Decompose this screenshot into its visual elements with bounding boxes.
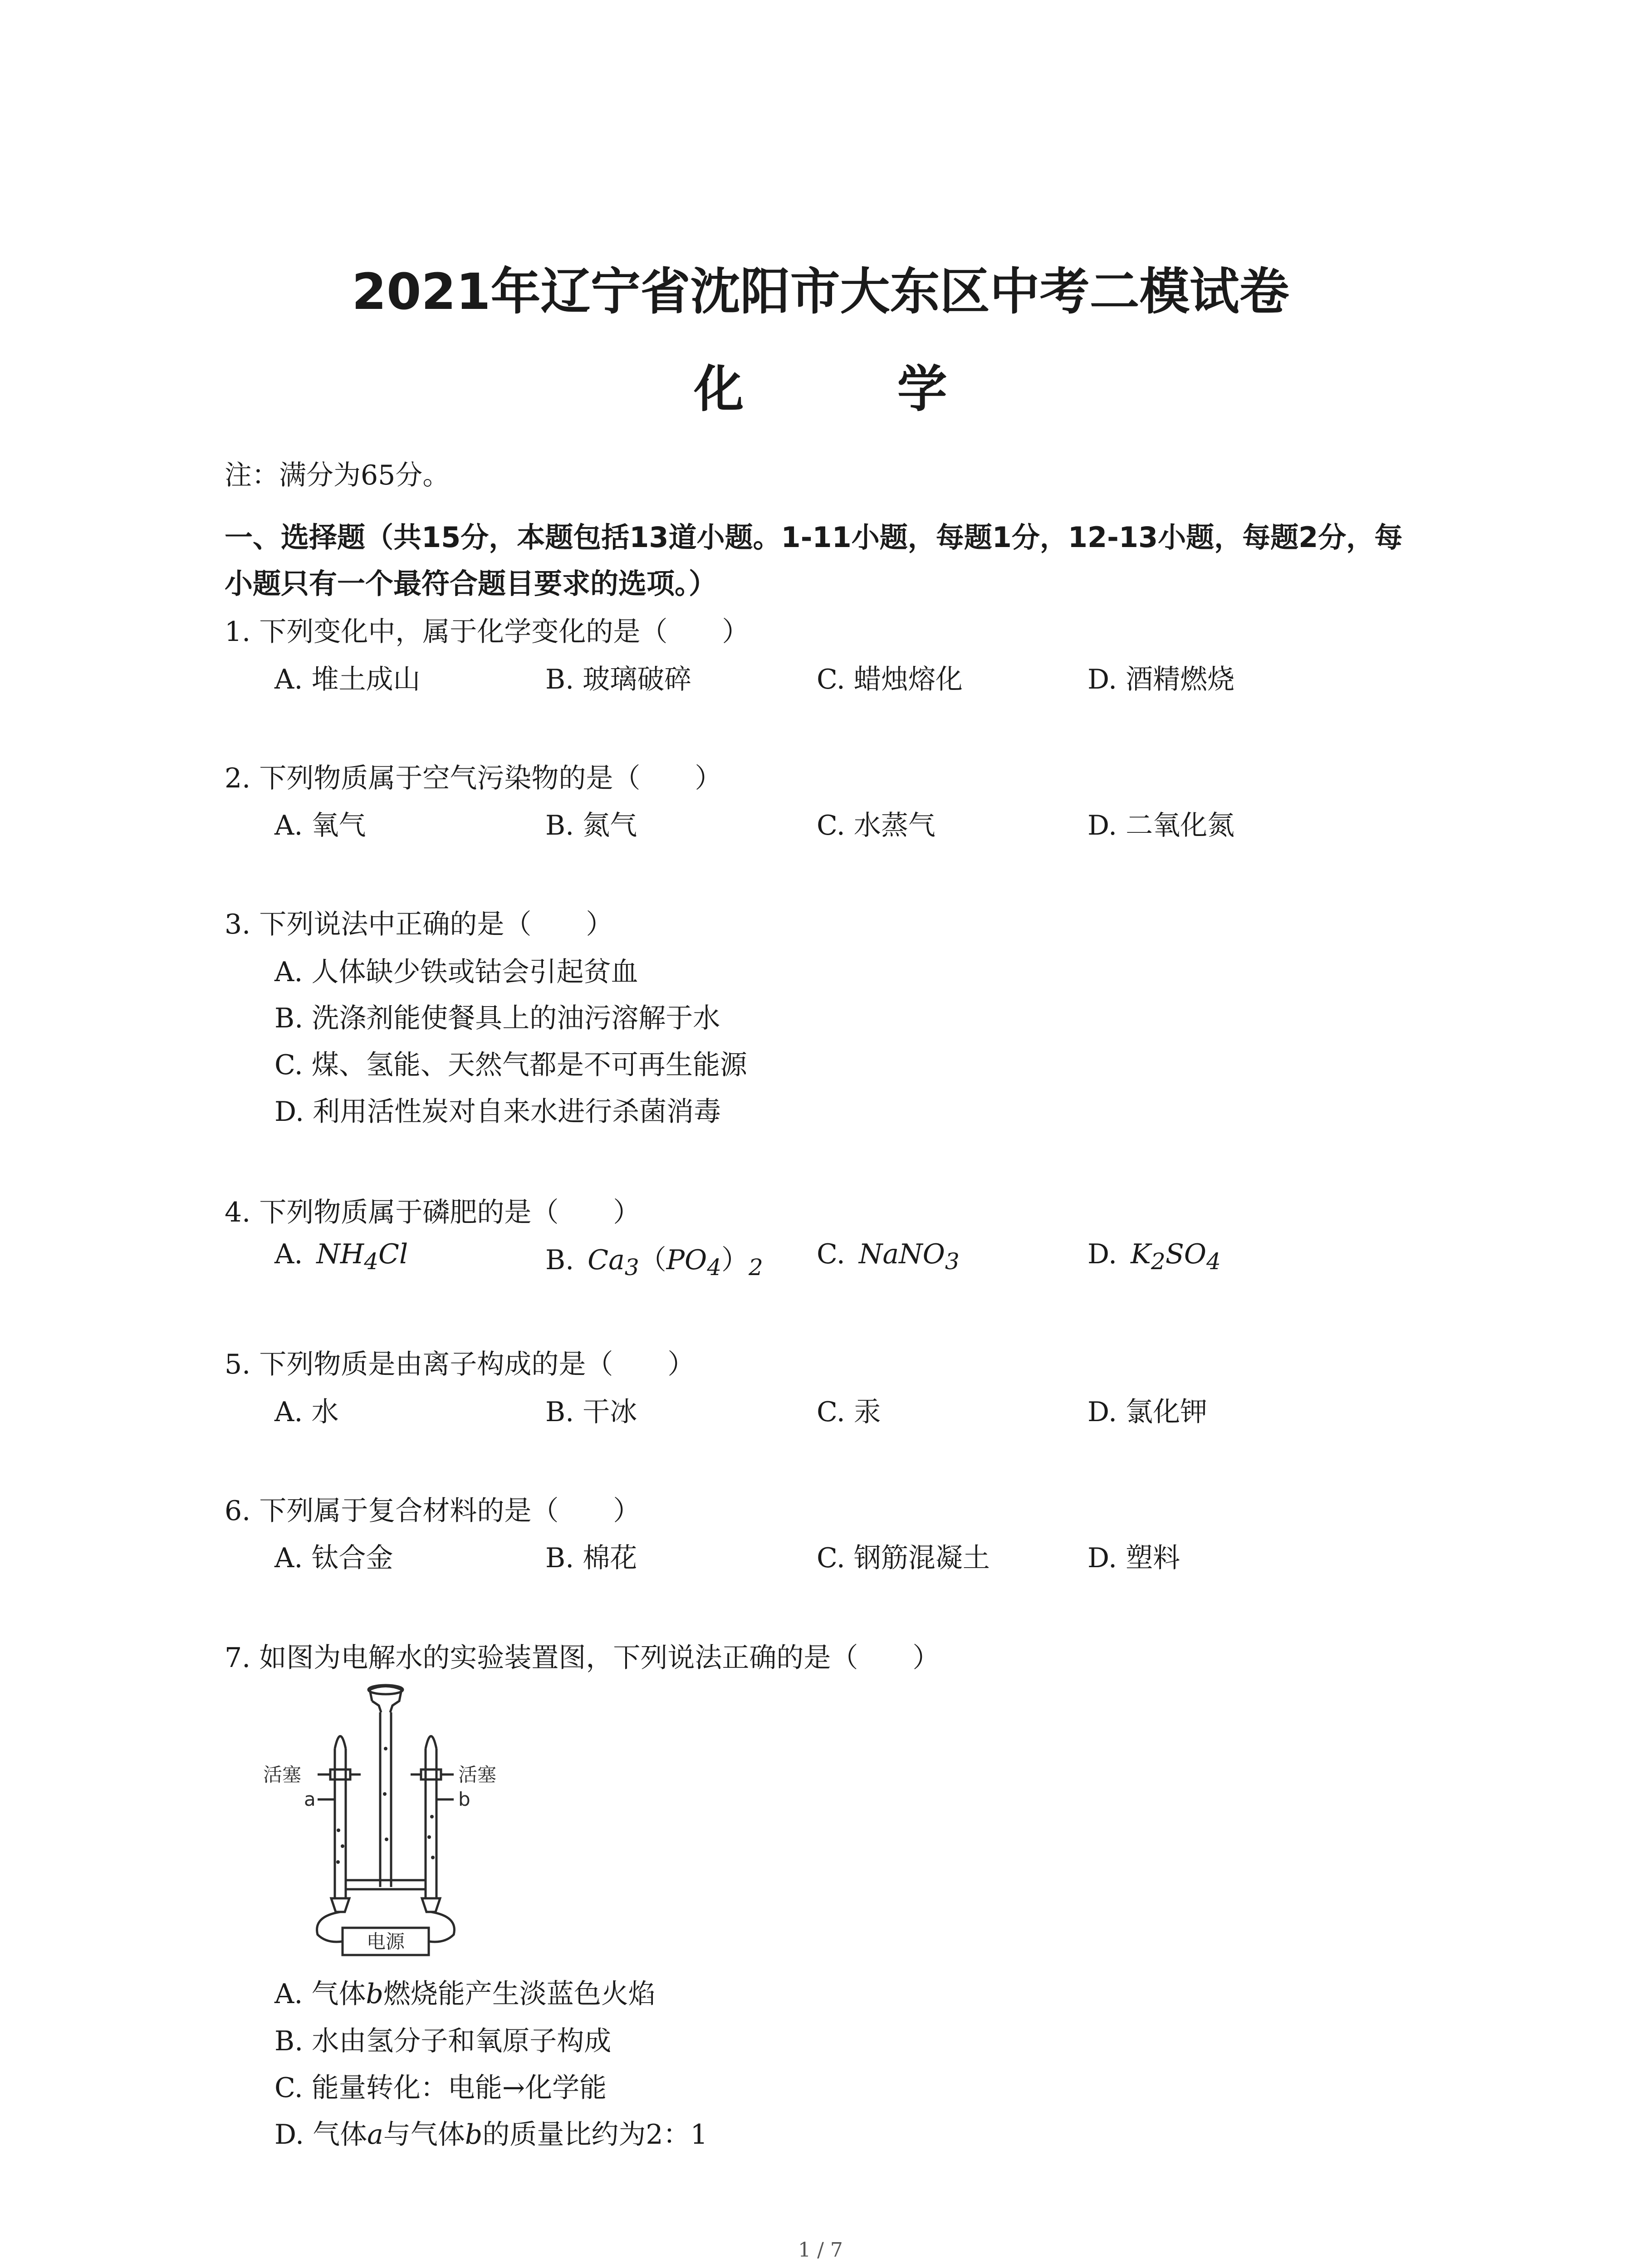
question-2-option-b: B. 氮气 bbox=[545, 810, 637, 841]
question-2-option-c: C. 水蒸气 bbox=[817, 810, 936, 841]
exam-title: 2021年辽宁省沈阳市大东区中考二模试卷 bbox=[352, 263, 1289, 321]
question-5-option-d: D. 氯化钾 bbox=[1087, 1396, 1208, 1428]
question-3-stem: 3. 下列说法中正确的是（ ） bbox=[225, 909, 613, 940]
question-1-option-d: D. 酒精燃烧 bbox=[1087, 664, 1235, 695]
question-1-option-b: B. 玻璃破碎 bbox=[545, 664, 692, 695]
question-2-option-d: D. 二氧化氮 bbox=[1087, 810, 1235, 841]
question-7-option-b: B. 水由氢分子和氧原子构成 bbox=[274, 2025, 612, 2057]
question-6-option-b: B. 棉花 bbox=[545, 1542, 637, 1574]
question-7-option-d: D. 气体a与气体b的质量比约为2：1 bbox=[274, 2119, 708, 2151]
question-4-stem: 4. 下列物质属于磷肥的是（ ） bbox=[225, 1197, 641, 1228]
question-6-option-c: C. 钢筋混凝土 bbox=[817, 1542, 990, 1574]
question-7-option-c: C. 能量转化：电能→化学能 bbox=[274, 2072, 607, 2104]
question-4-option-a: A. $NH_4Cl$ bbox=[274, 1238, 408, 1275]
question-4-option-b: B. $Ca_3(PO_4)_2$ bbox=[545, 1244, 763, 1281]
question-4-option-d: D. $K_2SO_4$ bbox=[1087, 1238, 1221, 1275]
score-note: 注：满分为65分。 bbox=[225, 459, 450, 491]
question-5-stem: 5. 下列物质是由离子构成的是（ ） bbox=[225, 1349, 695, 1380]
question-7-option-a: A. 气体b燃烧能产生淡蓝色火焰 bbox=[274, 1978, 656, 2010]
question-6-option-a: A. 钛合金 bbox=[274, 1542, 393, 1574]
section-heading-line2: 小题只有一个最符合题目要求的选项。） bbox=[225, 567, 717, 600]
subject-title: 化 学 bbox=[694, 360, 1015, 418]
tube-a-label: a bbox=[304, 1788, 316, 1810]
tube-b-label: b bbox=[458, 1788, 470, 1810]
question-5-option-b: B. 干冰 bbox=[545, 1396, 637, 1428]
question-6-option-d: D. 塑料 bbox=[1087, 1542, 1181, 1574]
question-2-option-a: A. 氧气 bbox=[274, 810, 366, 841]
question-1-option-a: A. 堆土成山 bbox=[274, 664, 421, 695]
question-5-option-a: A. 水 bbox=[274, 1396, 339, 1428]
right-stopcock-label: 活塞 bbox=[458, 1764, 497, 1786]
section-heading-line1: 一、选择题（共15分，本题包括13道小题。1-11小题，每题1分，12-13小题，每题2分，每 bbox=[225, 521, 1403, 554]
question-1-option-c: C. 蜡烛熔化 bbox=[817, 664, 963, 695]
question-7-stem: 7. 如图为电解水的实验装置图，下列说法正确的是（ ） bbox=[225, 1642, 940, 1674]
question-6-stem: 6. 下列属于复合材料的是（ ） bbox=[225, 1495, 641, 1527]
left-stopcock-label: 活塞 bbox=[263, 1764, 302, 1786]
power-source-label: 电源 bbox=[367, 1931, 405, 1953]
question-1-stem: 1. 下列变化中，属于化学变化的是（ ） bbox=[225, 616, 749, 648]
question-5-option-c: C. 汞 bbox=[817, 1396, 881, 1428]
question-4-option-c: C. NaNO$_3$ bbox=[817, 1238, 960, 1275]
electrolysis-apparatus-figure bbox=[263, 1681, 517, 1957]
question-3-option-b: B. 洗涤剂能使餐具上的油污溶解于水 bbox=[274, 1002, 720, 1034]
question-2-stem: 2. 下列物质属于空气污染物的是（ ） bbox=[225, 763, 722, 794]
page-number: 1 / 7 bbox=[798, 2239, 843, 2262]
question-3-option-d: D. 利用活性炭对自来水进行杀菌消毒 bbox=[274, 1096, 721, 1128]
question-3-option-a: A. 人体缺少铁或钴会引起贫血 bbox=[274, 956, 638, 988]
question-3-option-c: C. 煤、氢能、天然气都是不可再生能源 bbox=[274, 1049, 747, 1081]
